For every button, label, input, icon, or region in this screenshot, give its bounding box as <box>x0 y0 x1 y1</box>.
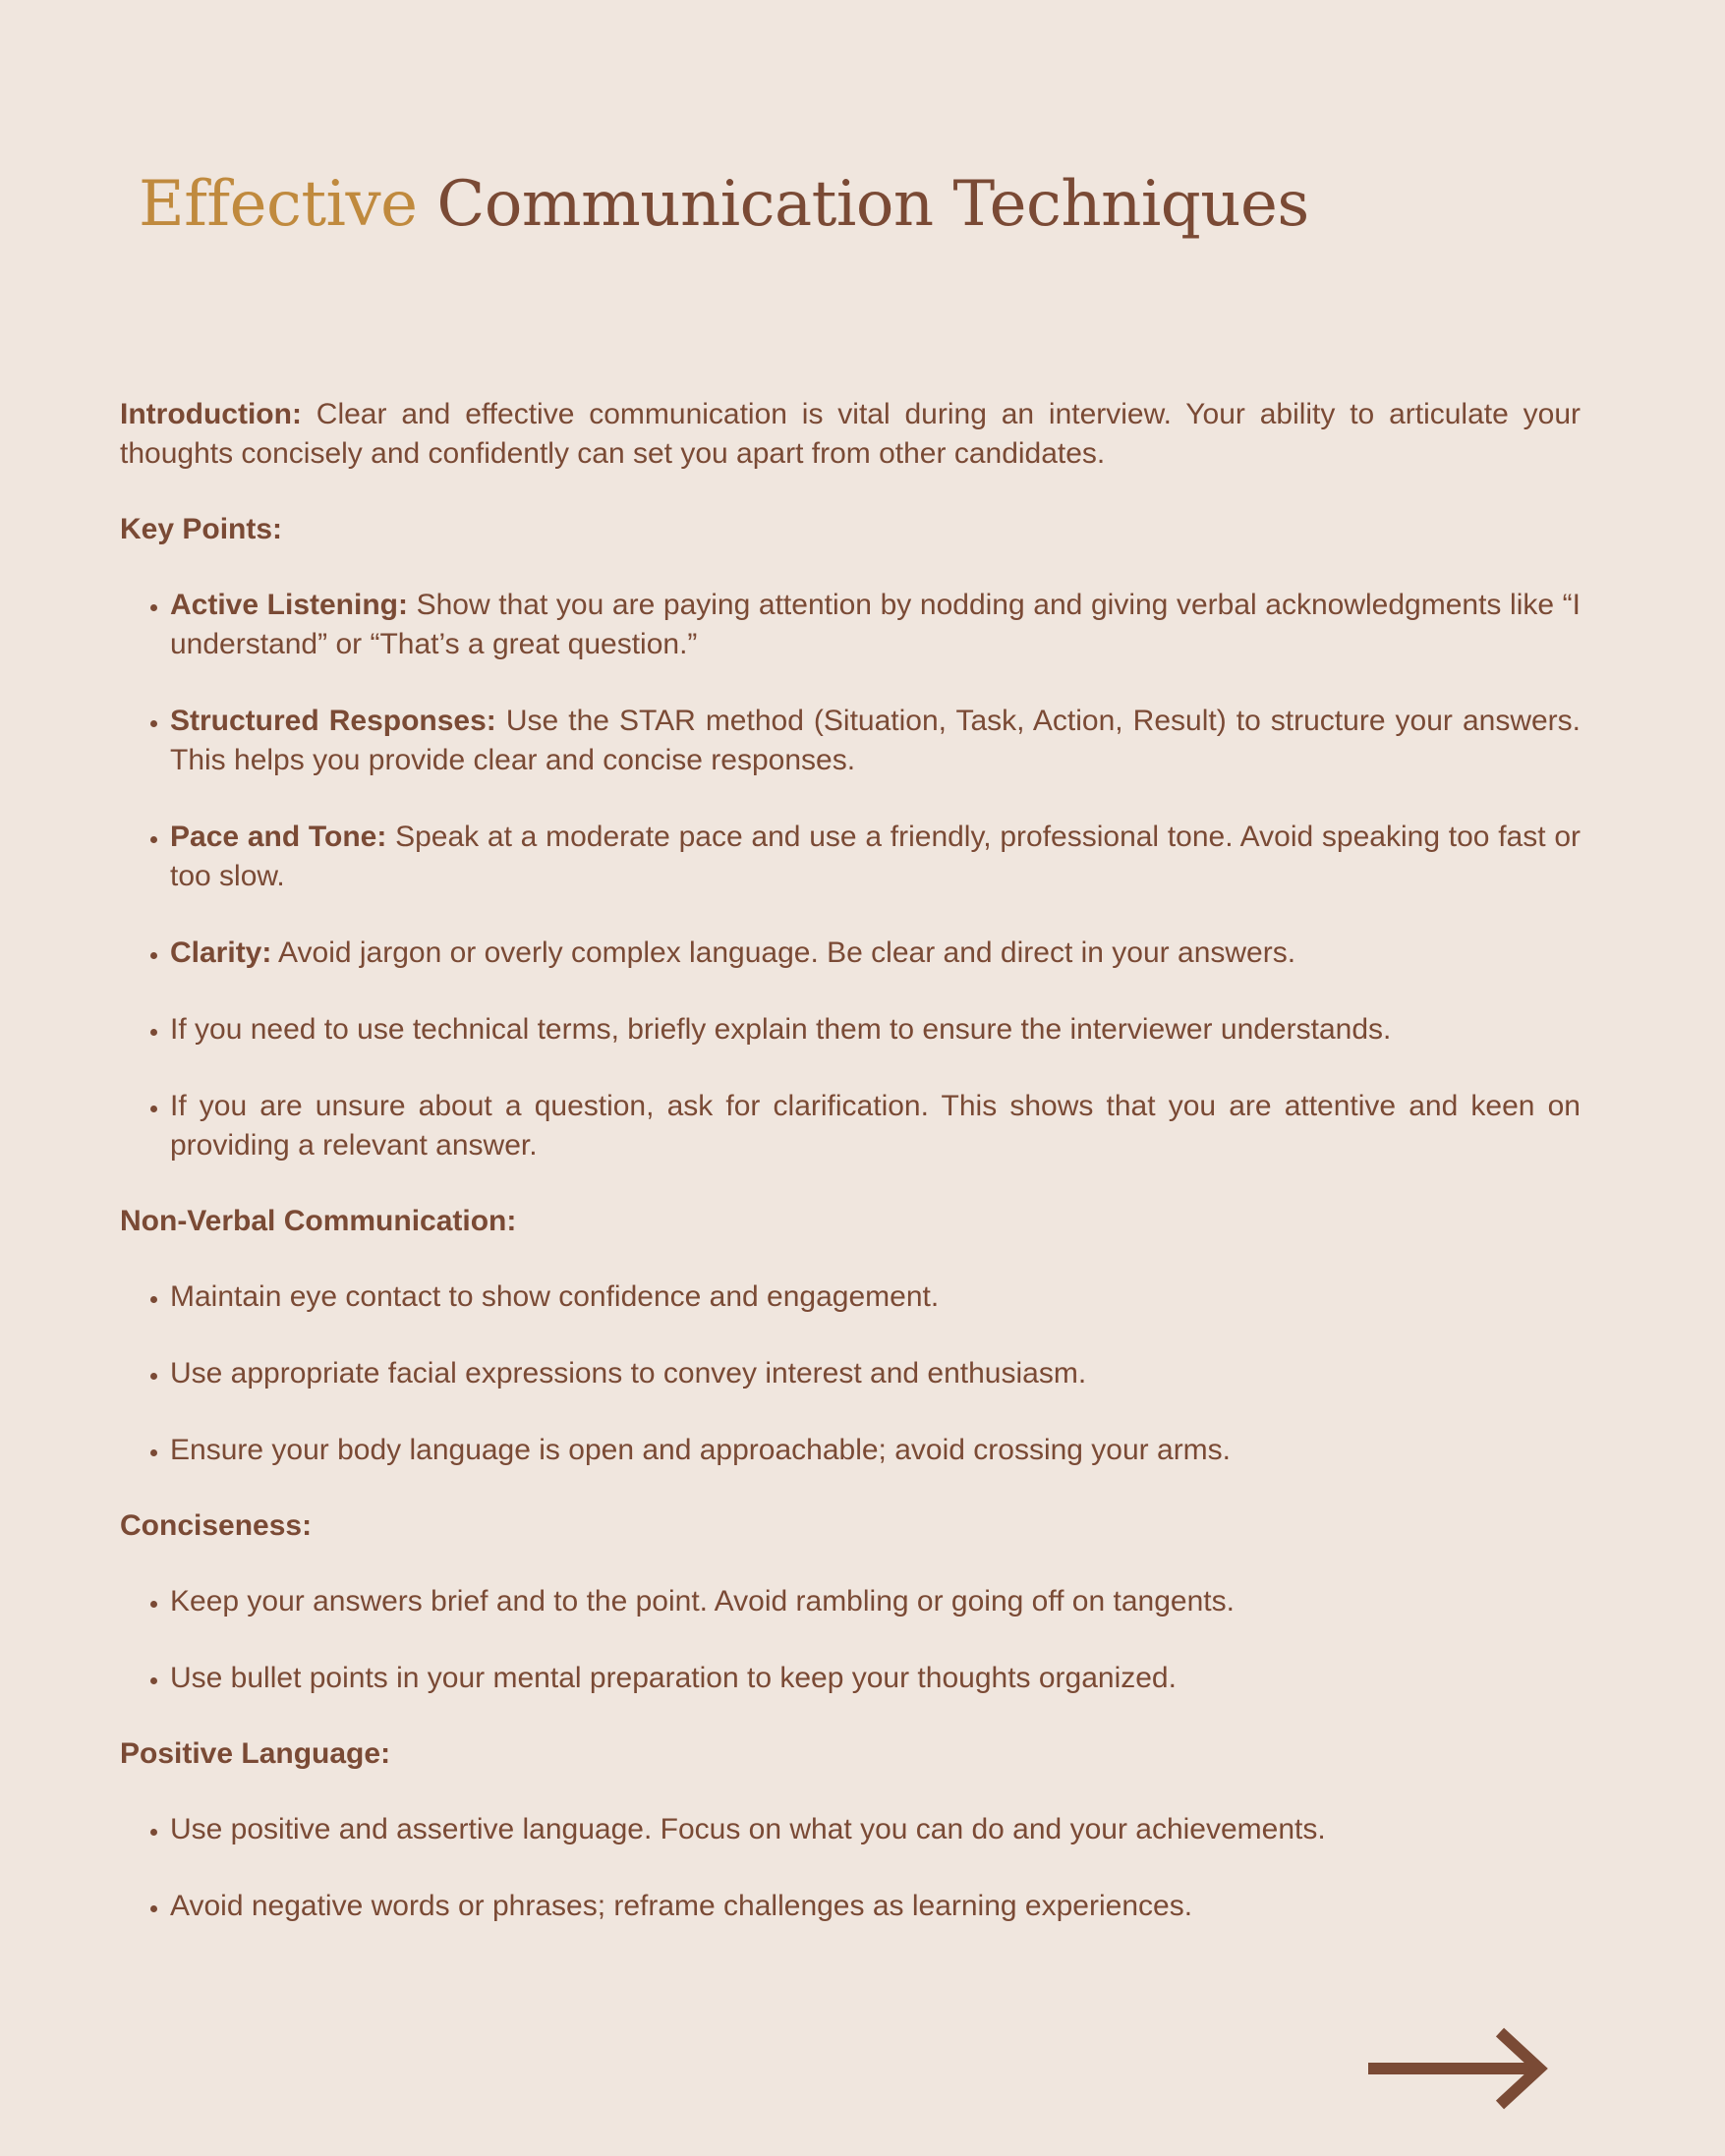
conciseness-heading: Conciseness: <box>120 1509 313 1542</box>
list-item: • Use positive and assertive language. Focus on what you can do and your achievements. <box>170 1810 1581 1849</box>
positive-language-list <box>120 1810 1581 1926</box>
conciseness-list <box>120 1582 1581 1698</box>
key-points-list <box>120 586 1581 1165</box>
list-item: • Maintain eye contact to show confidence and engagement. <box>170 1277 1581 1317</box>
non-verbal-heading: Non-Verbal Communication: <box>120 1205 517 1237</box>
positive-language-heading: Positive Language: <box>120 1737 391 1770</box>
list-item <box>170 934 1581 973</box>
list-item: • Ensure your body language is open and approachable; avoid crossing your arms. <box>170 1431 1581 1470</box>
item-label: Active Listening: <box>170 589 408 621</box>
item-text: Speak at a moderate pace and use a friendly, professional tone. Avoid speaking too fast or too slow. <box>170 821 1581 892</box>
intro-paragraph <box>120 395 1581 474</box>
item-text: Show that you are paying attention by nodding and giving verbal acknowledgments like “I understand” or “That’s a great question.” <box>170 589 1581 660</box>
document-content <box>120 395 1581 1962</box>
arrow-right-icon[interactable] <box>1366 2024 1553 2113</box>
title-accent: Effective <box>139 168 418 241</box>
page-title <box>139 167 1309 243</box>
list-item: • Avoid negative words or phrases; reframe challenges as learning experiences. <box>170 1887 1581 1926</box>
item-text: If you are unsure about a question, ask for clarification. This shows that you are attentive and keen on providing a relevant answer. <box>170 1090 1581 1162</box>
intro-label: Introduction: <box>120 398 302 430</box>
non-verbal-list <box>120 1277 1581 1470</box>
list-item <box>170 1010 1581 1050</box>
list-item: • Use bullet points in your mental preparation to keep your thoughts organized. <box>170 1659 1581 1698</box>
item-label: Structured Responses: <box>170 705 496 737</box>
key-points-heading: Key Points: <box>120 513 283 545</box>
title-rest: Communication Techniques <box>436 168 1309 241</box>
intro-text: Clear and effective communication is vital during an interview. Your ability to articulate your thoughts concisely and confidently can set you apart from other candidates. <box>120 398 1581 470</box>
list-item: • Use appropriate facial expressions to convey interest and enthusiasm. <box>170 1354 1581 1393</box>
item-text: Avoid jargon or overly complex language. Be clear and direct in your answers. <box>278 936 1296 969</box>
item-label: Pace and Tone: <box>170 821 387 853</box>
list-item: • Keep your answers brief and to the point. Avoid rambling or going off on tangents. <box>170 1582 1581 1621</box>
list-item <box>170 818 1581 896</box>
list-item <box>170 586 1581 664</box>
item-text: If you need to use technical terms, briefly explain them to ensure the interviewer understands. <box>170 1013 1392 1046</box>
list-item <box>170 1087 1581 1165</box>
list-item <box>170 702 1581 780</box>
item-label: Clarity: <box>170 936 272 969</box>
item-text: Use the STAR method (Situation, Task, Action, Result) to structure your answers. This helps you provide clear and concise responses. <box>170 705 1581 776</box>
